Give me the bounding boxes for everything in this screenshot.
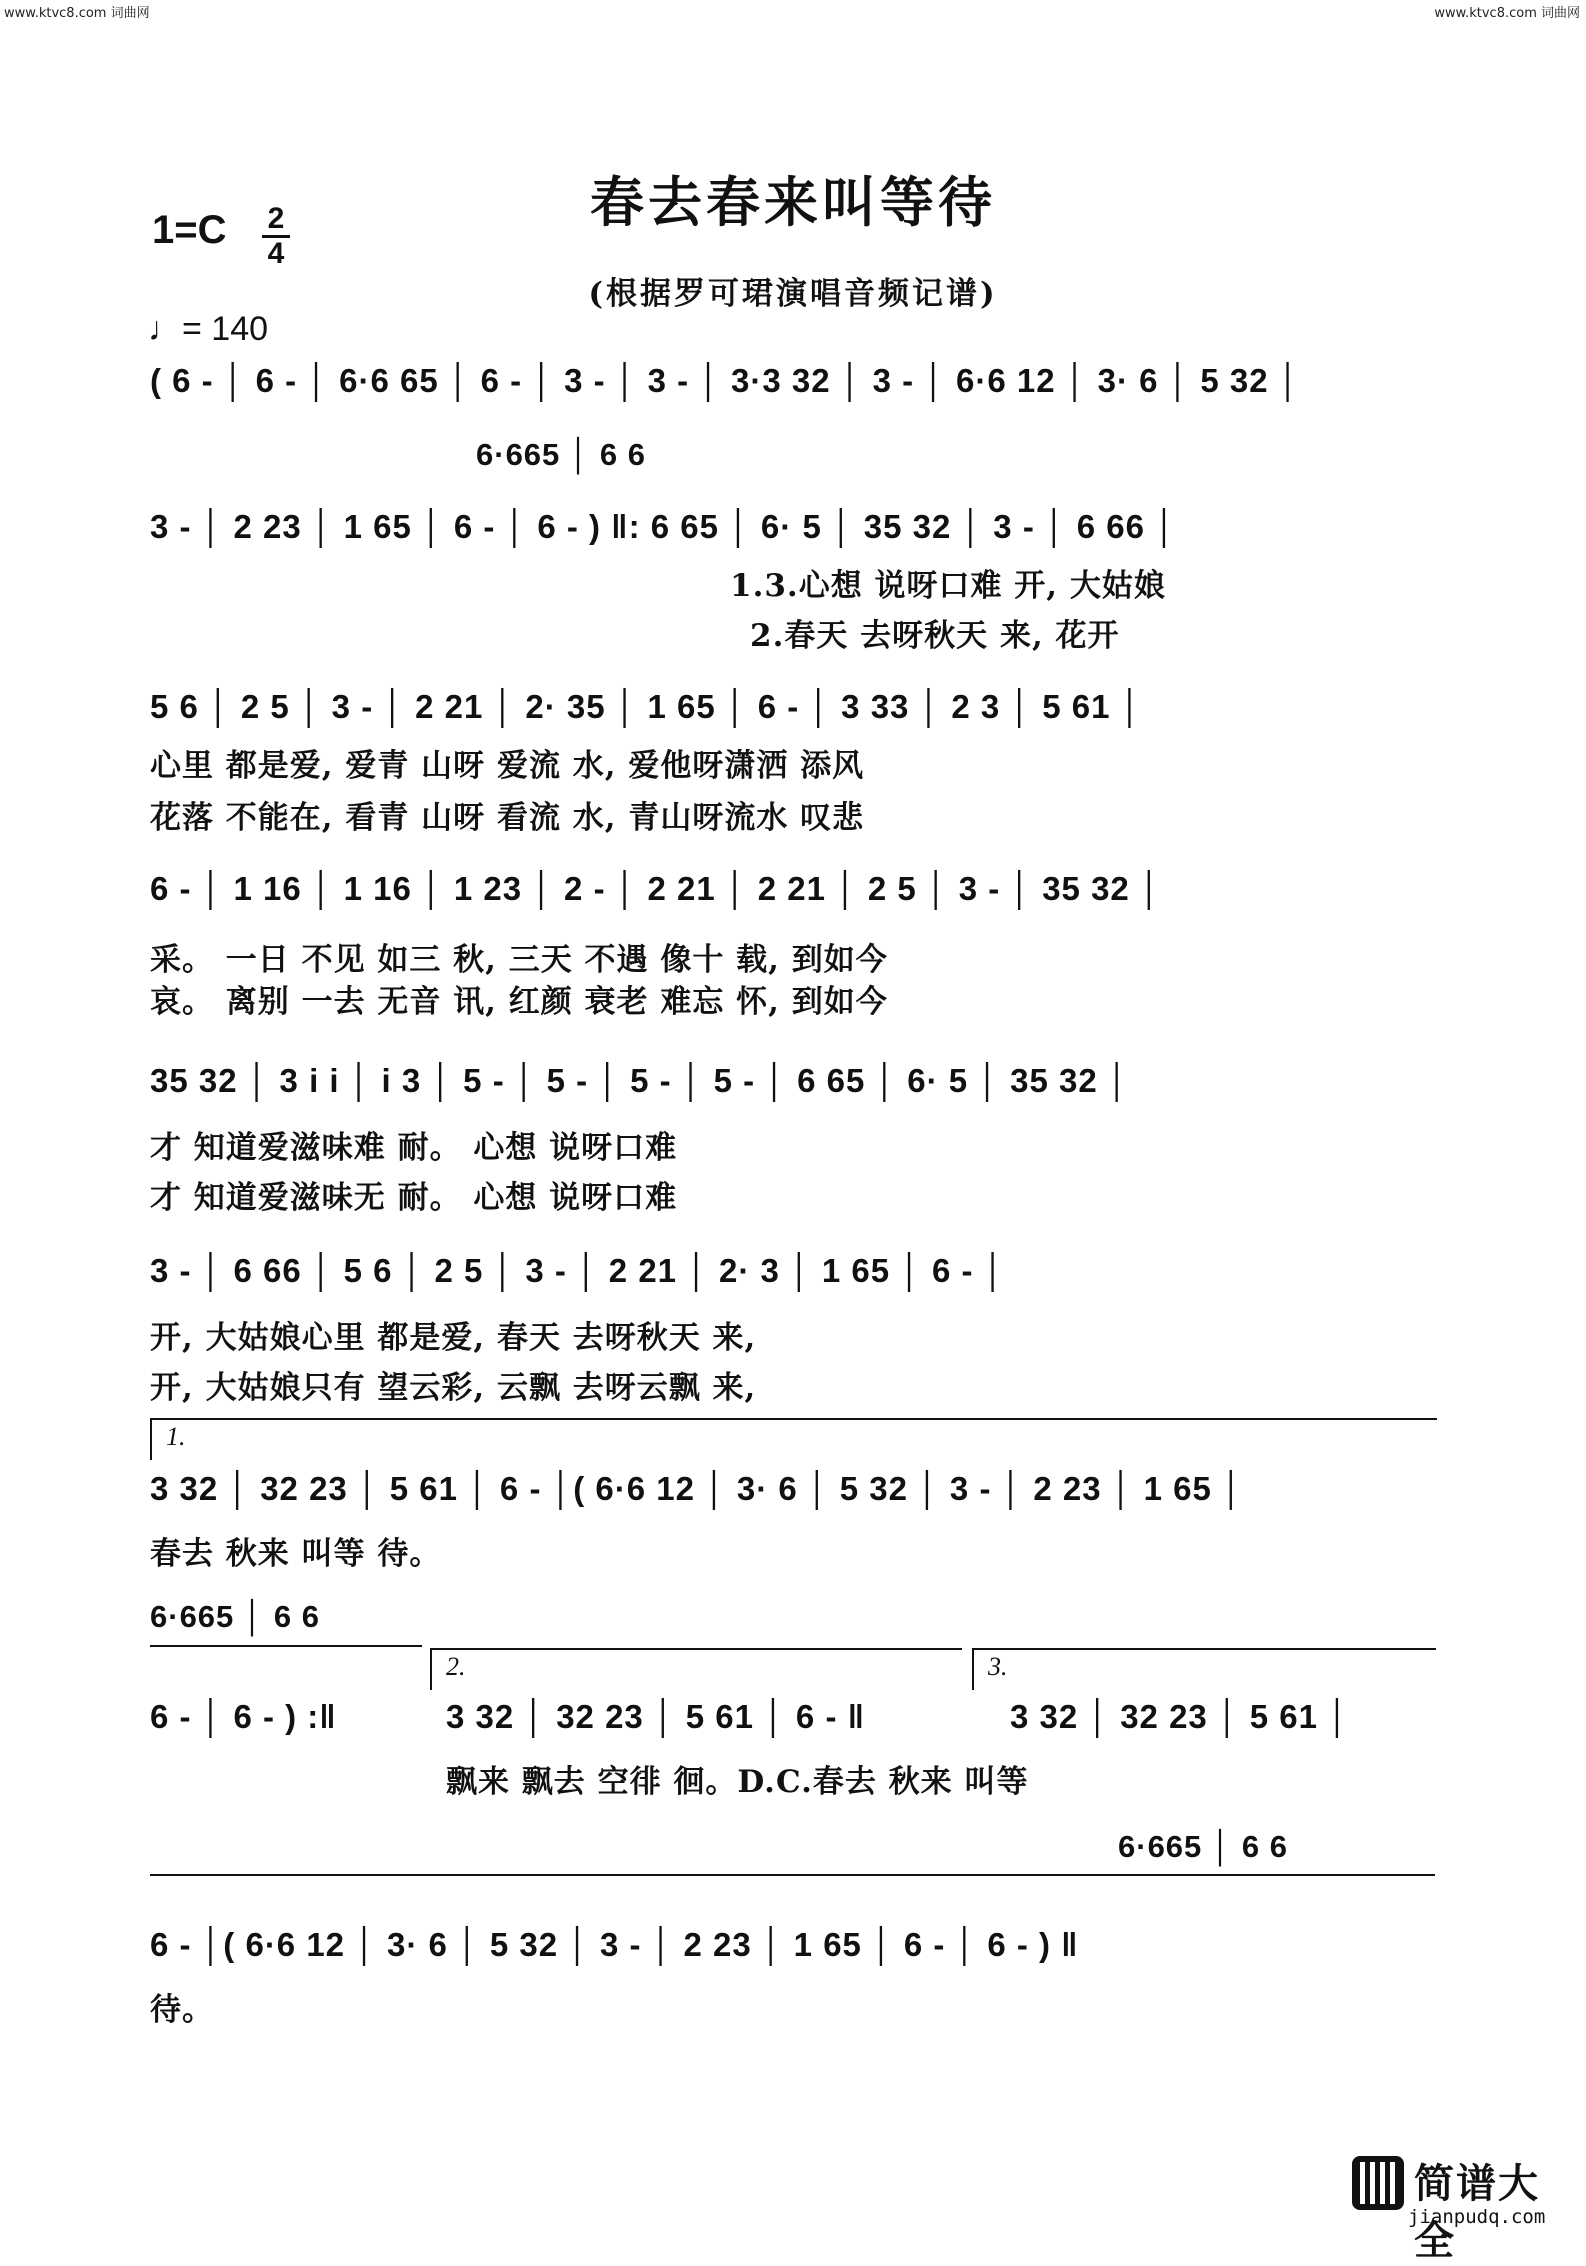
key-signature: 1=C <box>152 208 227 252</box>
song-title: 春去春来叫等待 <box>590 170 996 234</box>
notation-row-7: 3 32 │ 32 23 │ 5 61 │ 6 - │( 6·6 12 │ 3· 6 │ 5 32 │ 3 - │ 2 23 │ 1 65 │ <box>150 1470 1244 1507</box>
volta-bracket-1 <box>150 1418 1437 1460</box>
lyrics-row-6-verse-1: 开, 大姑娘心里 都是爱, 春天 去呀秋天 来, <box>150 1320 757 1356</box>
volta-1-label: 1. <box>166 1422 186 1451</box>
notation-row-9: 6 - │( 6·6 12 │ 3· 6 │ 5 32 │ 3 - │ 2 23 │ 1 65 │ 6 - │ 6 - ) ‖ <box>150 1926 1079 1963</box>
lyrics-row-5-verse-2: 才 知道爱滋味无 耐。 心想 说呀口难 <box>150 1180 678 1216</box>
piano-keys-icon <box>1352 2156 1404 2210</box>
notation-row-5: 35 32 │ 3 i i │ i 3 │ 5 - │ 5 - │ 5 - │ 5 - │ 6 65 │ 6· 5 │ 35 32 │ <box>150 1062 1130 1099</box>
time-sig-bottom: 4 <box>267 237 285 270</box>
volta-2-label: 2. <box>446 1652 466 1681</box>
volta-bracket-3 <box>972 1648 1436 1690</box>
lyrics-row-2-verse-1: 1.3.心想 说呀口难 开, 大姑娘 <box>730 568 1166 604</box>
lyrics-row-3-verse-2: 花落 不能在, 看青 山呀 看流 水, 青山呀流水 叹悲 <box>150 800 865 836</box>
volta-bracket-2 <box>430 1648 962 1690</box>
notation-row-3: 5 6 │ 2 5 │ 3 - │ 2 21 │ 2· 35 │ 1 65 │ 6 - │ 3 33 │ 2 3 │ 5 61 │ <box>150 688 1143 725</box>
notation-row-4: 6 - │ 1 16 │ 1 16 │ 1 23 │ 2 - │ 2 21 │ 2 21 │ 2 5 │ 3 - │ 35 32 │ <box>150 870 1162 907</box>
notation-row-2: 3 - │ 2 23 │ 1 65 │ 6 - │ 6 - ) ‖: 6 65 │ 6· 5 │ 35 32 │ 3 - │ 6 66 │ <box>150 508 1177 545</box>
lyrics-row-5-verse-1: 才 知道爱滋味难 耐。 心想 说呀口难 <box>150 1130 678 1166</box>
lyrics-row-4-verse-2: 哀。 离别 一去 无音 讯, 红颜 衰老 难忘 怀, 到如今 <box>150 984 888 1020</box>
logo-url: jianpudq.com <box>1408 2206 1546 2228</box>
lyrics-row-4-verse-1: 采。 一日 不见 如三 秋, 三天 不遇 像十 载, 到如今 <box>150 942 888 978</box>
time-signature <box>262 204 290 269</box>
notation-row-9-upper: 6·665 │ 6 6 <box>1118 1829 1288 1864</box>
lyrics-row-2-verse-2: 2.春天 去呀秋天 来, 花开 <box>750 618 1120 654</box>
volta-3-label: 3. <box>988 1652 1008 1681</box>
lyrics-row-7: 春去 秋来 叫等 待。 <box>150 1536 442 1572</box>
notation-row-8-part-b: 3 32 │ 32 23 │ 5 61 │ 6 - ‖ <box>446 1698 866 1735</box>
lyrics-row-3-verse-1: 心里 都是爱, 爱青 山呀 爱流 水, 爱他呀潇洒 添风 <box>150 748 865 784</box>
notation-row-8-part-c: 3 32 │ 32 23 │ 5 61 │ <box>1010 1698 1350 1735</box>
notation-row-8-upper: 6·665 │ 6 6 <box>150 1599 320 1634</box>
lyrics-row-8: 飘来 飘去 空徘 徊。D.C.春去 秋来 叫等 <box>446 1764 1029 1800</box>
site-logo <box>1352 2150 1577 2264</box>
lyrics-row-6-verse-2: 开, 大姑娘只有 望云彩, 云飘 去呀云飘 来, <box>150 1370 757 1406</box>
logo-name: 简谱大全 <box>1414 2161 1540 2264</box>
notation-row-8-part-a: 6 - │ 6 - ) :‖ <box>150 1698 337 1735</box>
header-left-watermark: www.ktvc8.com 词曲网 <box>4 6 150 21</box>
divider-line <box>150 1645 422 1647</box>
notation-row-1: ( 6 - │ 6 - │ 6·6 65 │ 6 - │ 3 - │ 3 - │ 3·3 32 │ 3 - │ 6·6 12 │ 3· 6 │ 5 32 │ <box>150 362 1301 399</box>
time-sig-top: 2 <box>267 202 285 235</box>
header-right-watermark: www.ktvc8.com 词曲网 <box>1434 6 1580 21</box>
notation-row-6: 3 - │ 6 66 │ 5 6 │ 2 5 │ 3 - │ 2 21 │ 2· 3 │ 1 65 │ 6 - │ <box>150 1252 1006 1289</box>
tempo-marking: ♩= 140 <box>148 310 269 348</box>
lyrics-row-9: 待。 <box>150 1992 214 2028</box>
divider-line <box>150 1874 1435 1876</box>
notation-row-2-upper: 6·665 │ 6 6 <box>476 437 646 472</box>
song-subtitle: (根据罗可珺演唱音频记谱) <box>588 276 998 312</box>
